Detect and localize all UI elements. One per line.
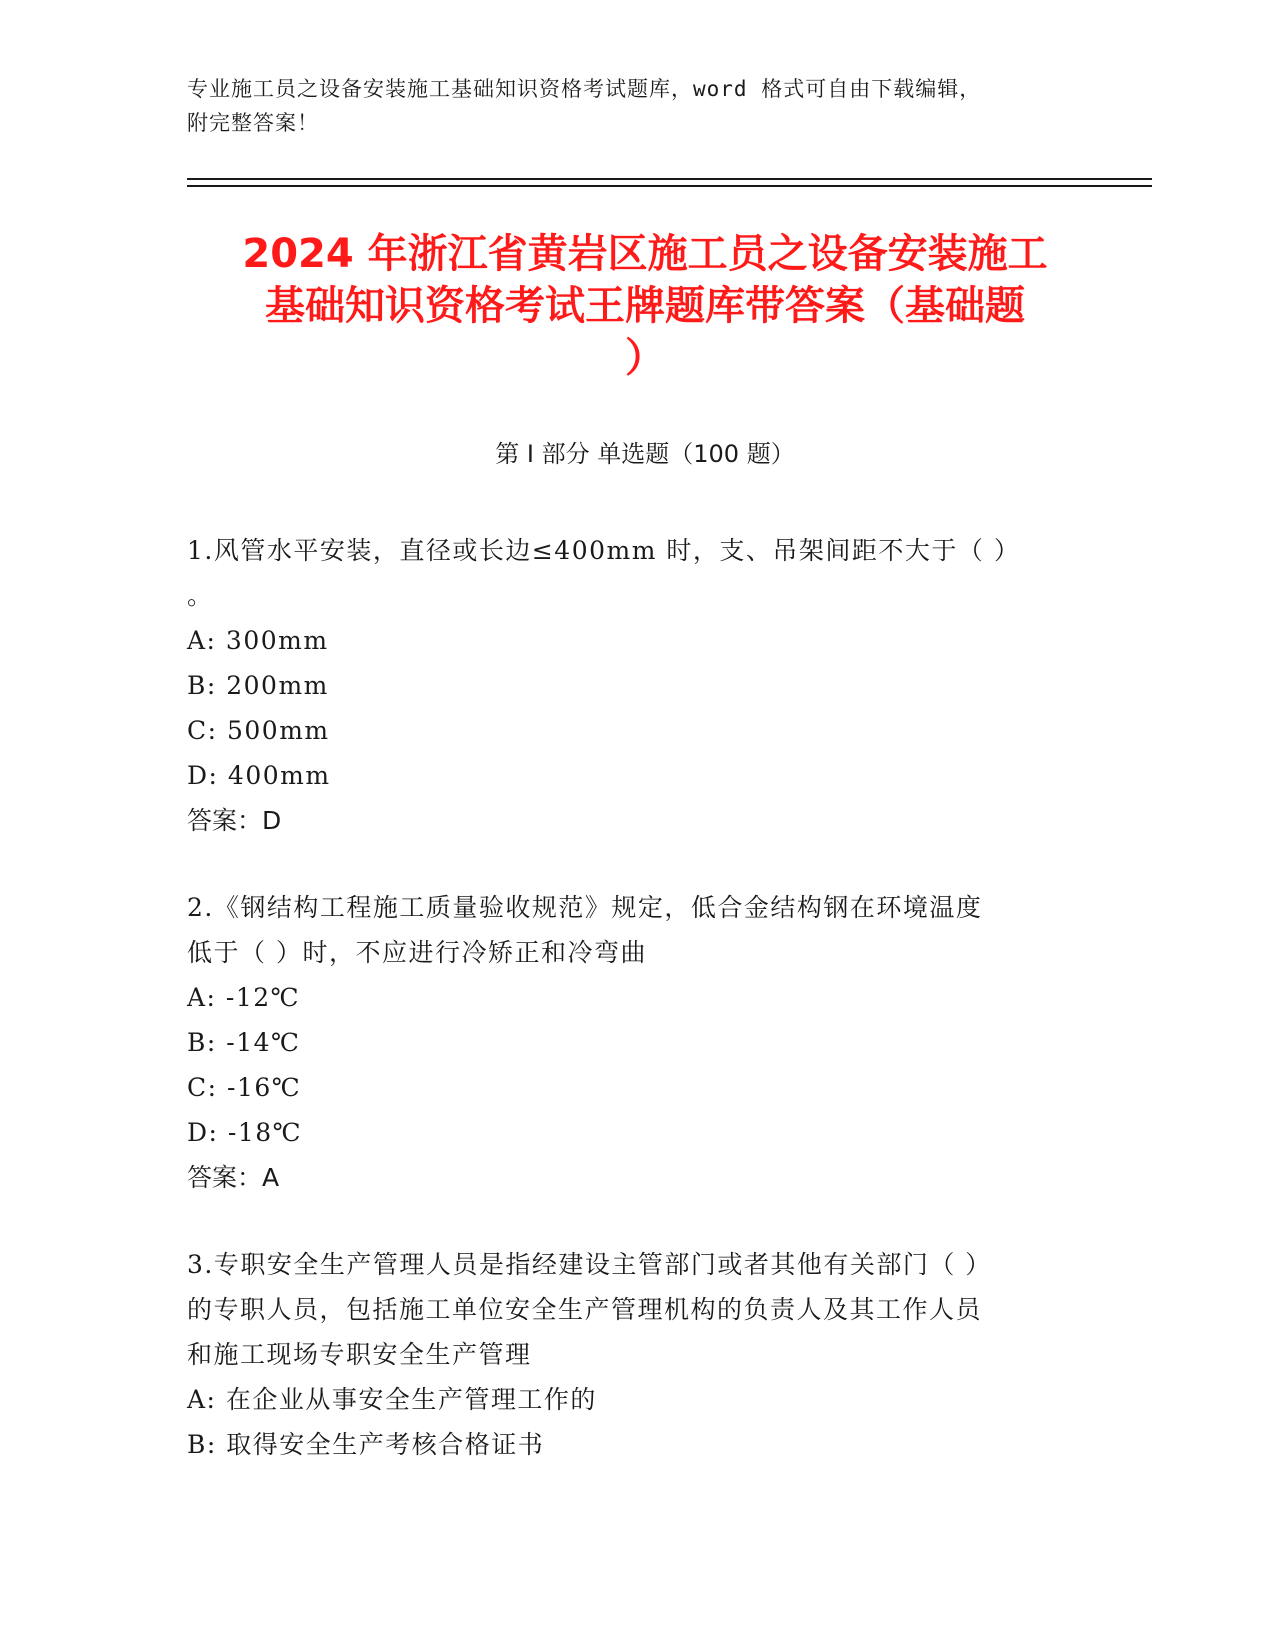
title-line: 基础知识资格考试王牌题库带答案（基础题 bbox=[265, 283, 1025, 329]
section-title: 第 I 部分 单选题（100 题） bbox=[495, 440, 795, 468]
option-c: C: -16℃ bbox=[187, 1073, 302, 1102]
option-a: A: 300mm bbox=[187, 626, 329, 655]
header-note-line: 附完整答案！ bbox=[187, 111, 319, 135]
answer-value: D bbox=[262, 806, 282, 835]
header-divider bbox=[187, 178, 1152, 180]
question-text: 的专职人员，包括施工单位安全生产管理机构的负责人及其工作人员 bbox=[187, 1295, 983, 1324]
question-list bbox=[187, 528, 1067, 1509]
header-note-line: 专业施工员之设备安装施工基础知识资格考试题库，word 格式可自由下载编辑， bbox=[187, 77, 982, 101]
option-d: D: -18℃ bbox=[187, 1118, 303, 1147]
option-b: B: 200mm bbox=[187, 671, 329, 700]
question-text: 。 bbox=[187, 581, 214, 610]
document-title bbox=[180, 228, 1110, 384]
header-note bbox=[187, 72, 1067, 140]
answer-value: A bbox=[262, 1163, 280, 1192]
answer-line bbox=[187, 1155, 1067, 1200]
answer-label: 答案： bbox=[187, 1163, 263, 1192]
answer-line bbox=[187, 798, 1067, 843]
question-text: 1.风管水平安装，直径或长边≤400mm 时，支、吊架间距不大于（ ） bbox=[187, 536, 1021, 565]
question-1 bbox=[187, 528, 1067, 843]
option-b: B: -14℃ bbox=[187, 1028, 301, 1057]
question-2 bbox=[187, 885, 1067, 1200]
option-a: A: 在企业从事安全生产管理工作的 bbox=[187, 1385, 597, 1414]
option-c: C: 500mm bbox=[187, 716, 330, 745]
question-3 bbox=[187, 1242, 1067, 1467]
option-d: D: 400mm bbox=[187, 761, 331, 790]
title-line: 2024 年浙江省黄岩区施工员之设备安装施工 bbox=[242, 231, 1048, 277]
answer-label: 答案： bbox=[187, 806, 263, 835]
title-line: ） bbox=[625, 335, 665, 381]
option-b: B: 取得安全生产考核合格证书 bbox=[187, 1430, 545, 1459]
question-text: 和施工现场专职安全生产管理 bbox=[187, 1340, 532, 1369]
question-text: 2.《钢结构工程施工质量验收规范》规定，低合金结构钢在环境温度 bbox=[187, 893, 983, 922]
header-divider bbox=[187, 185, 1152, 187]
question-text: 低于（ ）时，不应进行冷矫正和冷弯曲 bbox=[187, 938, 647, 967]
option-a: A: -12℃ bbox=[187, 983, 301, 1012]
question-text: 3.专职安全生产管理人员是指经建设主管部门或者其他有关部门（ ） bbox=[187, 1250, 992, 1279]
